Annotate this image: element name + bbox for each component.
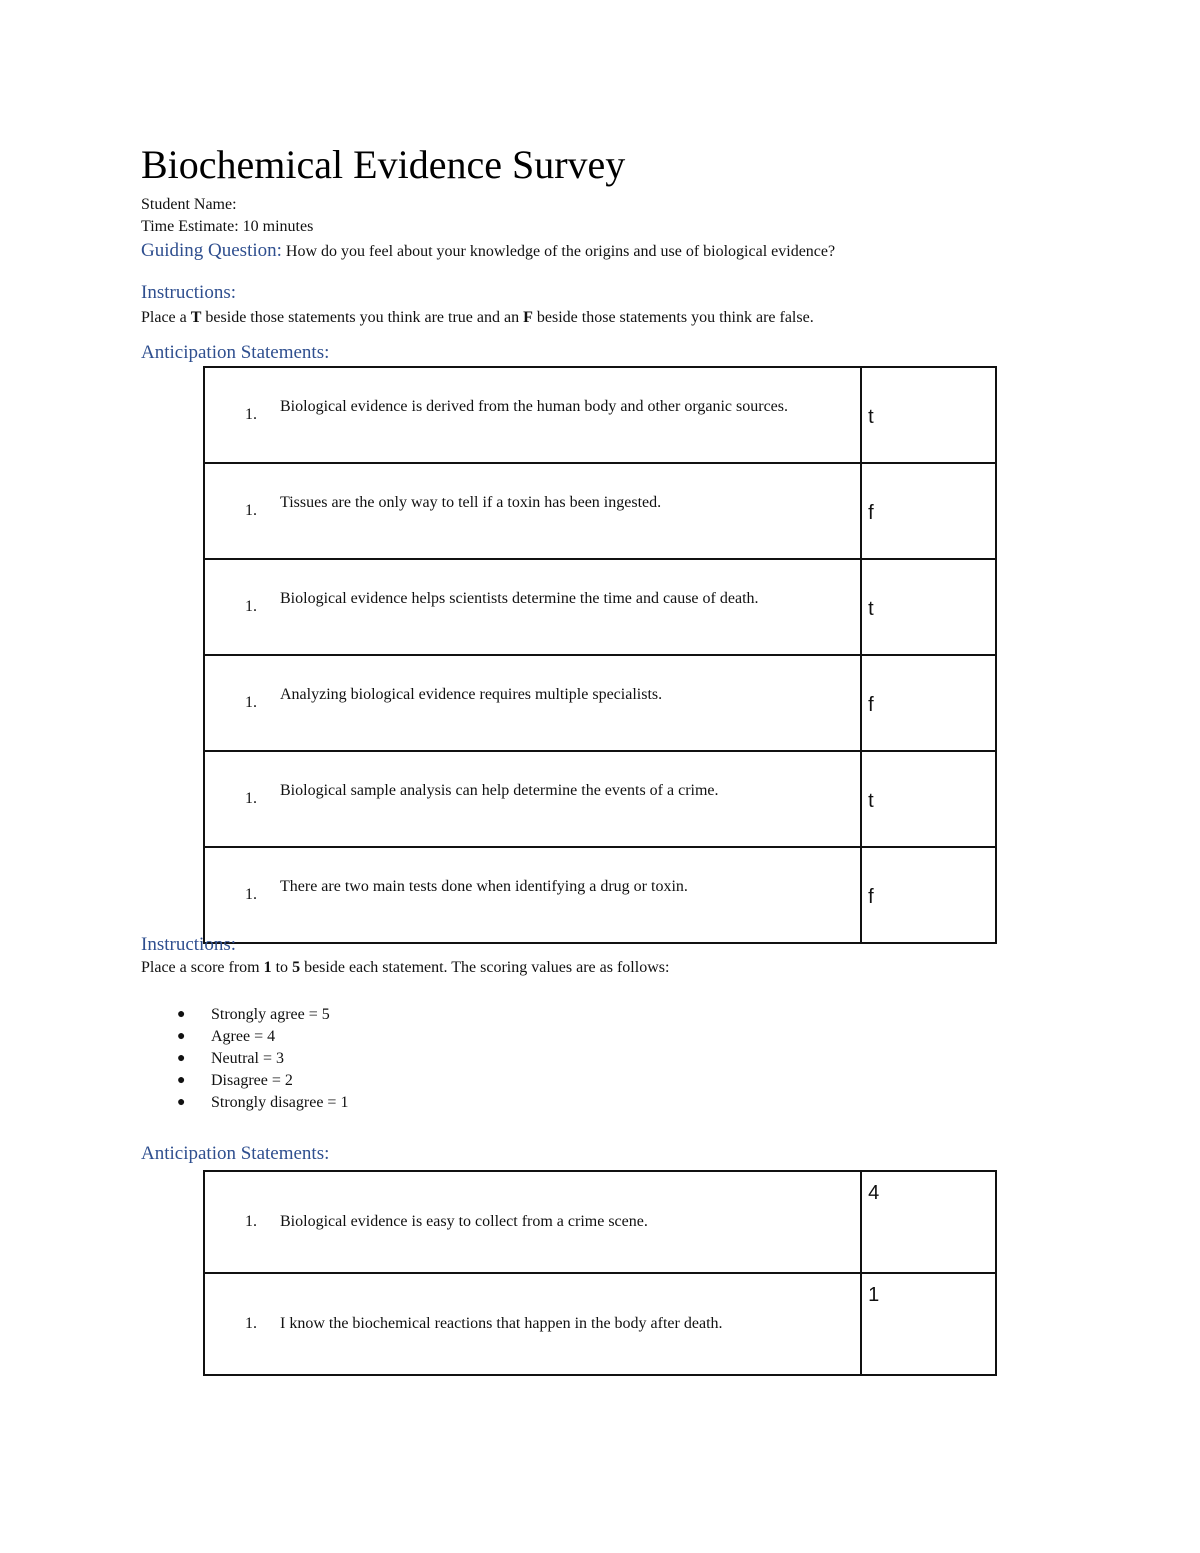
statement-text: There are two main tests done when identifying a drug or toxin.	[280, 878, 688, 895]
statement-cell	[204, 847, 861, 943]
guiding-question	[141, 238, 1041, 264]
instructions-2-pre: Place a score from	[141, 959, 264, 976]
table-row	[204, 1273, 996, 1375]
scale-text: Strongly agree = 5	[211, 1006, 330, 1023]
scale-text: Agree = 4	[211, 1028, 276, 1045]
guiding-question-text: How do you feel about your knowledge of the origins and use of biological evidence?	[285, 243, 836, 260]
bullet-icon: ●	[177, 1073, 186, 1088]
list-item	[177, 1004, 348, 1026]
statement-text: Biological evidence is easy to collect from a crime scene.	[280, 1213, 648, 1230]
instructions-2-post: beside each statement. The scoring values are as follows:	[300, 959, 670, 976]
list-item	[177, 1026, 348, 1048]
statement-text: Tissues are the only way to tell if a toxin has been ingested.	[280, 494, 662, 511]
instructions-1-mid: beside those statements you think are true and an	[201, 309, 524, 326]
bullet-icon: ●	[177, 1007, 186, 1022]
guiding-question-label: Guiding Question:	[141, 240, 282, 261]
statement-number: 1.	[245, 886, 257, 903]
list-item	[177, 1070, 348, 1092]
score-table	[203, 1170, 997, 1376]
score-cell[interactable]: 4	[861, 1171, 996, 1273]
statement-text: I know the biochemical reactions that happen in the body after death.	[280, 1315, 723, 1332]
page-title: Biochemical Evidence Survey	[141, 142, 626, 187]
instructions-text-2	[141, 956, 669, 980]
table-row	[204, 655, 996, 751]
statement-number: 1.	[245, 790, 257, 807]
answer-cell[interactable]: f	[861, 655, 996, 751]
list-item	[177, 1092, 348, 1114]
instructions-1-false-letter: F	[523, 309, 533, 326]
statement-number: 1.	[245, 598, 257, 615]
instructions-2-mid: to	[271, 959, 293, 976]
statement-text: Biological evidence helps scientists determine the time and cause of death.	[280, 590, 759, 607]
table-row	[204, 367, 996, 463]
answer-cell[interactable]: f	[861, 463, 996, 559]
statement-cell	[204, 1273, 861, 1375]
student-name-label: Student Name:	[141, 196, 237, 213]
statement-cell	[204, 751, 861, 847]
statement-cell	[204, 559, 861, 655]
bullet-icon: ●	[177, 1029, 186, 1044]
statement-number: 1.	[245, 502, 257, 519]
statement-cell	[204, 1171, 861, 1273]
answer-cell[interactable]: t	[861, 367, 996, 463]
instructions-1-pre: Place a	[141, 309, 191, 326]
instructions-1-true-letter: T	[190, 309, 202, 326]
statement-text: Analyzing biological evidence requires multiple specialists.	[280, 686, 663, 703]
instructions-heading-2: Instructions:	[141, 934, 236, 955]
statement-number: 1.	[245, 406, 257, 423]
list-item	[177, 1048, 348, 1070]
scoring-scale-list	[177, 1004, 348, 1114]
statement-number: 1.	[245, 1315, 257, 1332]
time-estimate: Time Estimate: 10 minutes	[141, 218, 314, 235]
survey-page	[141, 140, 1041, 366]
answer-cell[interactable]: f	[861, 847, 996, 943]
instructions-2-min: 1	[263, 959, 272, 976]
score-cell[interactable]: 1	[861, 1273, 996, 1375]
instructions-heading-1: Instructions:	[141, 282, 236, 303]
statement-text: Biological sample analysis can help determine the events of a crime.	[280, 782, 719, 799]
instructions-1-post: beside those statements you think are false.	[532, 309, 814, 326]
statement-text: Biological evidence is derived from the human body and other organic sources.	[280, 398, 788, 415]
table-row	[204, 1171, 996, 1273]
table-row	[204, 463, 996, 559]
table-row	[204, 751, 996, 847]
table-row	[204, 559, 996, 655]
instructions-2-max: 5	[292, 959, 301, 976]
table-row	[204, 847, 996, 943]
statement-cell	[204, 367, 861, 463]
scale-text: Disagree = 2	[211, 1072, 293, 1089]
answer-cell[interactable]: t	[861, 751, 996, 847]
bullet-icon: ●	[177, 1095, 186, 1110]
answer-cell[interactable]: t	[861, 559, 996, 655]
scale-text: Strongly disagree = 1	[211, 1094, 349, 1111]
statement-number: 1.	[245, 1213, 257, 1230]
true-false-table	[203, 366, 997, 944]
statement-cell	[204, 463, 861, 559]
statement-number: 1.	[245, 694, 257, 711]
statement-cell	[204, 655, 861, 751]
instructions-text-1	[141, 306, 1041, 330]
anticipation-heading-2: Anticipation Statements:	[141, 1143, 330, 1164]
bullet-icon: ●	[177, 1051, 186, 1066]
scale-text: Neutral = 3	[211, 1050, 284, 1067]
anticipation-heading-1: Anticipation Statements:	[141, 342, 330, 363]
